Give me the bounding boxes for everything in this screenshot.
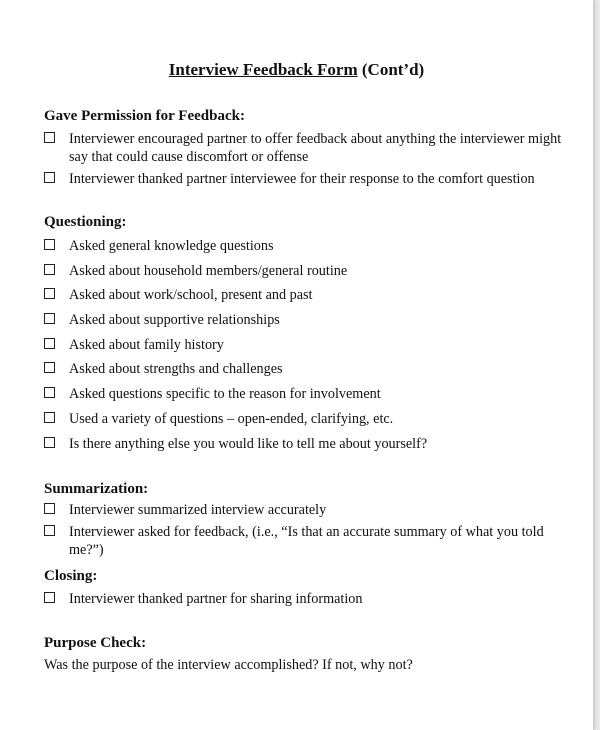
checklist-item	[44, 410, 574, 428]
item-label: Asked about family history	[69, 336, 224, 353]
item-label: Used a variety of questions – open-ended, clarifying, etc.	[69, 410, 394, 427]
checklist-item	[44, 286, 574, 304]
checkbox[interactable]	[44, 132, 55, 143]
section-summarization	[44, 480, 574, 559]
item-label: Interviewer thanked partner interviewee for their response to the comfort question	[69, 171, 535, 187]
item-label: Asked about supportive relationships	[69, 312, 280, 329]
section-heading: Summarization:	[44, 481, 149, 497]
purpose-question: Was the purpose of the interview accomplished? If not, why not?	[44, 657, 413, 673]
title-main: Interview Feedback Form	[168, 60, 358, 79]
checklist-item	[44, 170, 574, 188]
item-label: Asked about work/school, present and past	[69, 287, 313, 304]
item-label: Asked about household members/general routine	[69, 262, 348, 279]
checklist-item	[44, 523, 574, 559]
section-heading: Purpose Check:	[44, 635, 147, 651]
checkbox[interactable]	[44, 387, 55, 398]
checkbox[interactable]	[44, 288, 55, 299]
section-questioning	[44, 213, 574, 453]
section-heading: Gave Permission for Feedback:	[44, 108, 245, 124]
item-label: Interviewer thanked partner for sharing information	[69, 591, 363, 607]
checkbox[interactable]	[44, 172, 55, 183]
checkbox[interactable]	[44, 503, 55, 514]
checkbox[interactable]	[44, 412, 55, 423]
section-purpose-check	[44, 634, 574, 674]
checkbox[interactable]	[44, 592, 55, 603]
section-closing	[44, 567, 574, 608]
checkbox[interactable]	[44, 313, 55, 324]
checklist-item	[44, 385, 574, 403]
checklist-item	[44, 435, 574, 453]
item-label: Is there anything else you would like to tell me about yourself?	[69, 435, 428, 452]
checkbox[interactable]	[44, 437, 55, 448]
checklist-item	[44, 501, 574, 519]
checklist-item	[44, 262, 574, 280]
item-label: Asked about strengths and challenges	[69, 361, 283, 378]
item-label: Interviewer encouraged partner to offer feedback about anything the interviewer might say that could cause discomfort or offense	[69, 131, 562, 165]
checkbox[interactable]	[44, 362, 55, 373]
checkbox[interactable]	[44, 338, 55, 349]
checklist-item	[44, 360, 574, 378]
section-heading: Questioning:	[44, 214, 127, 230]
checkbox[interactable]	[44, 264, 55, 275]
page-title	[0, 60, 593, 80]
section-heading: Closing:	[44, 568, 98, 584]
item-label: Interviewer asked for feedback, (i.e., “Is that an accurate summary of what you told me?”)	[69, 524, 544, 558]
item-label: Asked questions specific to the reason for involvement	[69, 386, 381, 403]
checklist-item	[44, 590, 574, 608]
checklist-item	[44, 237, 574, 255]
title-suffix: (Cont’d)	[361, 60, 425, 79]
item-label: Asked general knowledge questions	[69, 238, 274, 254]
checklist-item	[44, 311, 574, 329]
checkbox[interactable]	[44, 525, 55, 536]
section-permission	[44, 107, 574, 188]
checklist-item	[44, 130, 574, 166]
checklist-item	[44, 336, 574, 354]
checkbox[interactable]	[44, 239, 55, 250]
item-label: Interviewer summarized interview accurately	[69, 502, 327, 518]
